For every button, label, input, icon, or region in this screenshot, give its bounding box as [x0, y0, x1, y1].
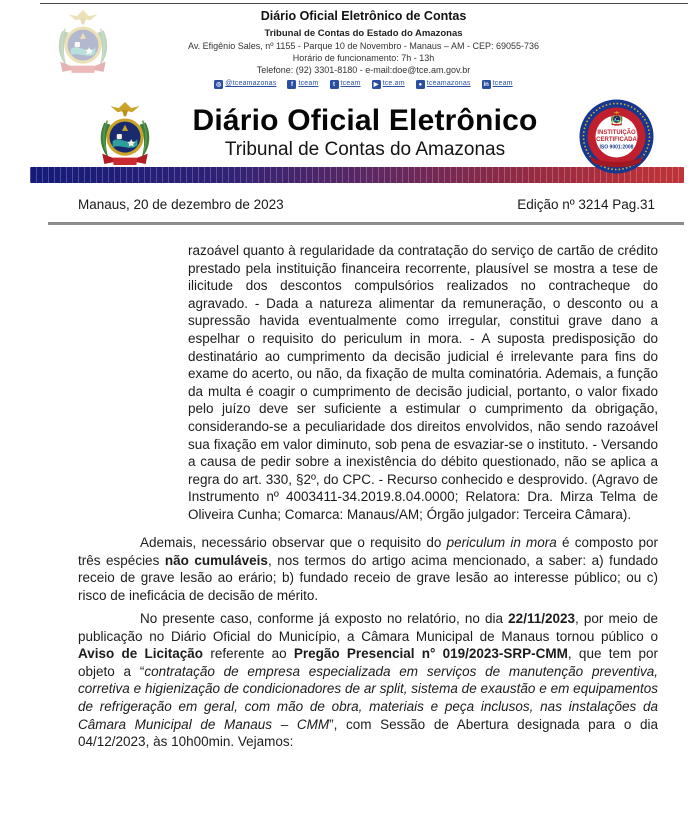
social-label: tceam	[492, 80, 513, 88]
badge-line2: CERTIFICADA	[596, 137, 637, 143]
paragraph-licitacao-facts: No presente caso, conforme já exposto no relatório, no dia 22/11/2023, por meio de publicação no Diário Oficial do Município, a Câmara Municipal de Manaus tornou público o Aviso de Licitação referente ao Pregão Presencial n° 019/2023-SRP-CMM, que tem por objeto a “contratação de empresa especializada em serviços de manutenção preventiva, corretiva e higienização de condicionadores de ar split, sistema de exaustão e em equipamentos de refrigeração em geral, com mão de obra, materiais e peça inclusos, nas instalações da Câmara Municipal de Manaus – CMM”, com Sessão de Abertura designada para o dia 04/12/2023, às 10h00min. Vejamos:	[78, 611, 658, 750]
social-flickr	[416, 80, 471, 89]
social-facebook	[287, 80, 318, 89]
facebook-icon: f	[287, 80, 296, 89]
paragraph-periculum-requirements: Ademais, necessário observar que o requisito do periculum in mora é composto por três espécies não cumuláveis, nos termos do artigo acima mencionado, a saber: a) fundado receio de grave lesão ao erário; b) fundado receio de grave lesão ao interesse público; ou c) risco de ineficácia de decisão de mérito.	[78, 535, 658, 603]
social-label: tceamazonas	[426, 80, 471, 88]
twitter-icon: t	[330, 80, 339, 89]
mini-header-org: Tribunal de Contas do Estado do Amazonas	[264, 27, 463, 39]
tce-coat-of-arms-logo	[94, 99, 156, 169]
mini-header-contact: Telefone: (92) 3301-8180 - e-mail:doe@tce.am.gov.br	[256, 65, 471, 75]
jurisprudence-quote-paragraph: razoável quanto à regularidade da contratação do serviço de cartão de crédito prestado pela instituição financeira recorrente, plausível se mostra a tese de ilicitude dos descontos compulsórios realizados no contracheque do agravado. - Dada a natureza alimentar da remuneração, o desconto ou a supressão havida eventualmente como irregular, constitui grave dano a espelhar o requisito do periculum in mora. - A suposta predisposição do destinatário ao cumprimento da decisão judicial é irrelevante para fins do exame do acerto, ou não, da fixação de multa cominatória. Ademais, a função da multa é coagir o cumprimento de decisão judicial, portanto, o valor fixado pelo juízo deve ser suficiente a estimular o cumprimento da obrigação, considerando-se a peculiaridade dos direitos envolvidos, não sendo razoável sua fixação em valor diminuto, sob pena de esvaziar-se o instituto. - Versando a causa de pedir sobre a inexistência do débito questionado, não se aplica a regra do art. 330, §2º, do CPC. - Recurso conhecido e desprovido. (Agravo de Instrumento nº 4003411-34.2019.8.04.0000; Relatora: Dra. Mirza Telma de Oliveira Cunha; Comarca: Manaus/AM; Órgão julgador: Terceira Câmara).	[188, 243, 658, 522]
dateline-city-date: Manaus, 20 de dezembro de 2023	[78, 197, 284, 212]
top-divider	[40, 3, 688, 4]
flickr-icon: ●	[416, 80, 425, 89]
social-links-row	[30, 80, 697, 89]
dateline	[78, 197, 655, 212]
dateline-edition-page: Edição nº 3214 Pag.31	[517, 197, 655, 212]
mini-header-hours: Horário de funcionamento: 7h - 13h	[292, 52, 435, 63]
social-instagram	[214, 80, 276, 89]
linkedin-icon: in	[483, 81, 489, 88]
social-linkedin	[482, 80, 513, 89]
social-twitter	[330, 80, 361, 89]
dateline-rule	[48, 222, 684, 225]
instagram-icon: ◎	[216, 81, 222, 88]
social-label: tceam	[340, 80, 361, 88]
social-label: @tceamazonas	[225, 80, 277, 88]
masthead	[160, 104, 570, 161]
badge-line3: ISO 9001:2008	[599, 144, 634, 151]
badge-line1: INSTITUIÇÃO	[597, 130, 636, 136]
social-label: tce.am	[382, 80, 405, 88]
mini-header-address: Av. Efigênio Sales, nº 1155 - Parque 10 de Novembro - Manaus – AM - CEP: 69055-736	[188, 40, 539, 51]
iso-certification-seal	[578, 98, 655, 175]
social-youtube	[372, 80, 405, 89]
mini-header-title: Diário Oficial Eletrônico de Contas	[260, 9, 467, 23]
mini-header	[30, 9, 697, 89]
masthead-title: Diário Oficial Eletrônico	[192, 104, 538, 137]
social-label: tceam	[298, 80, 319, 88]
masthead-subtitle: Tribunal de Contas do Amazonas	[224, 139, 506, 160]
youtube-icon: ▶	[372, 80, 381, 89]
